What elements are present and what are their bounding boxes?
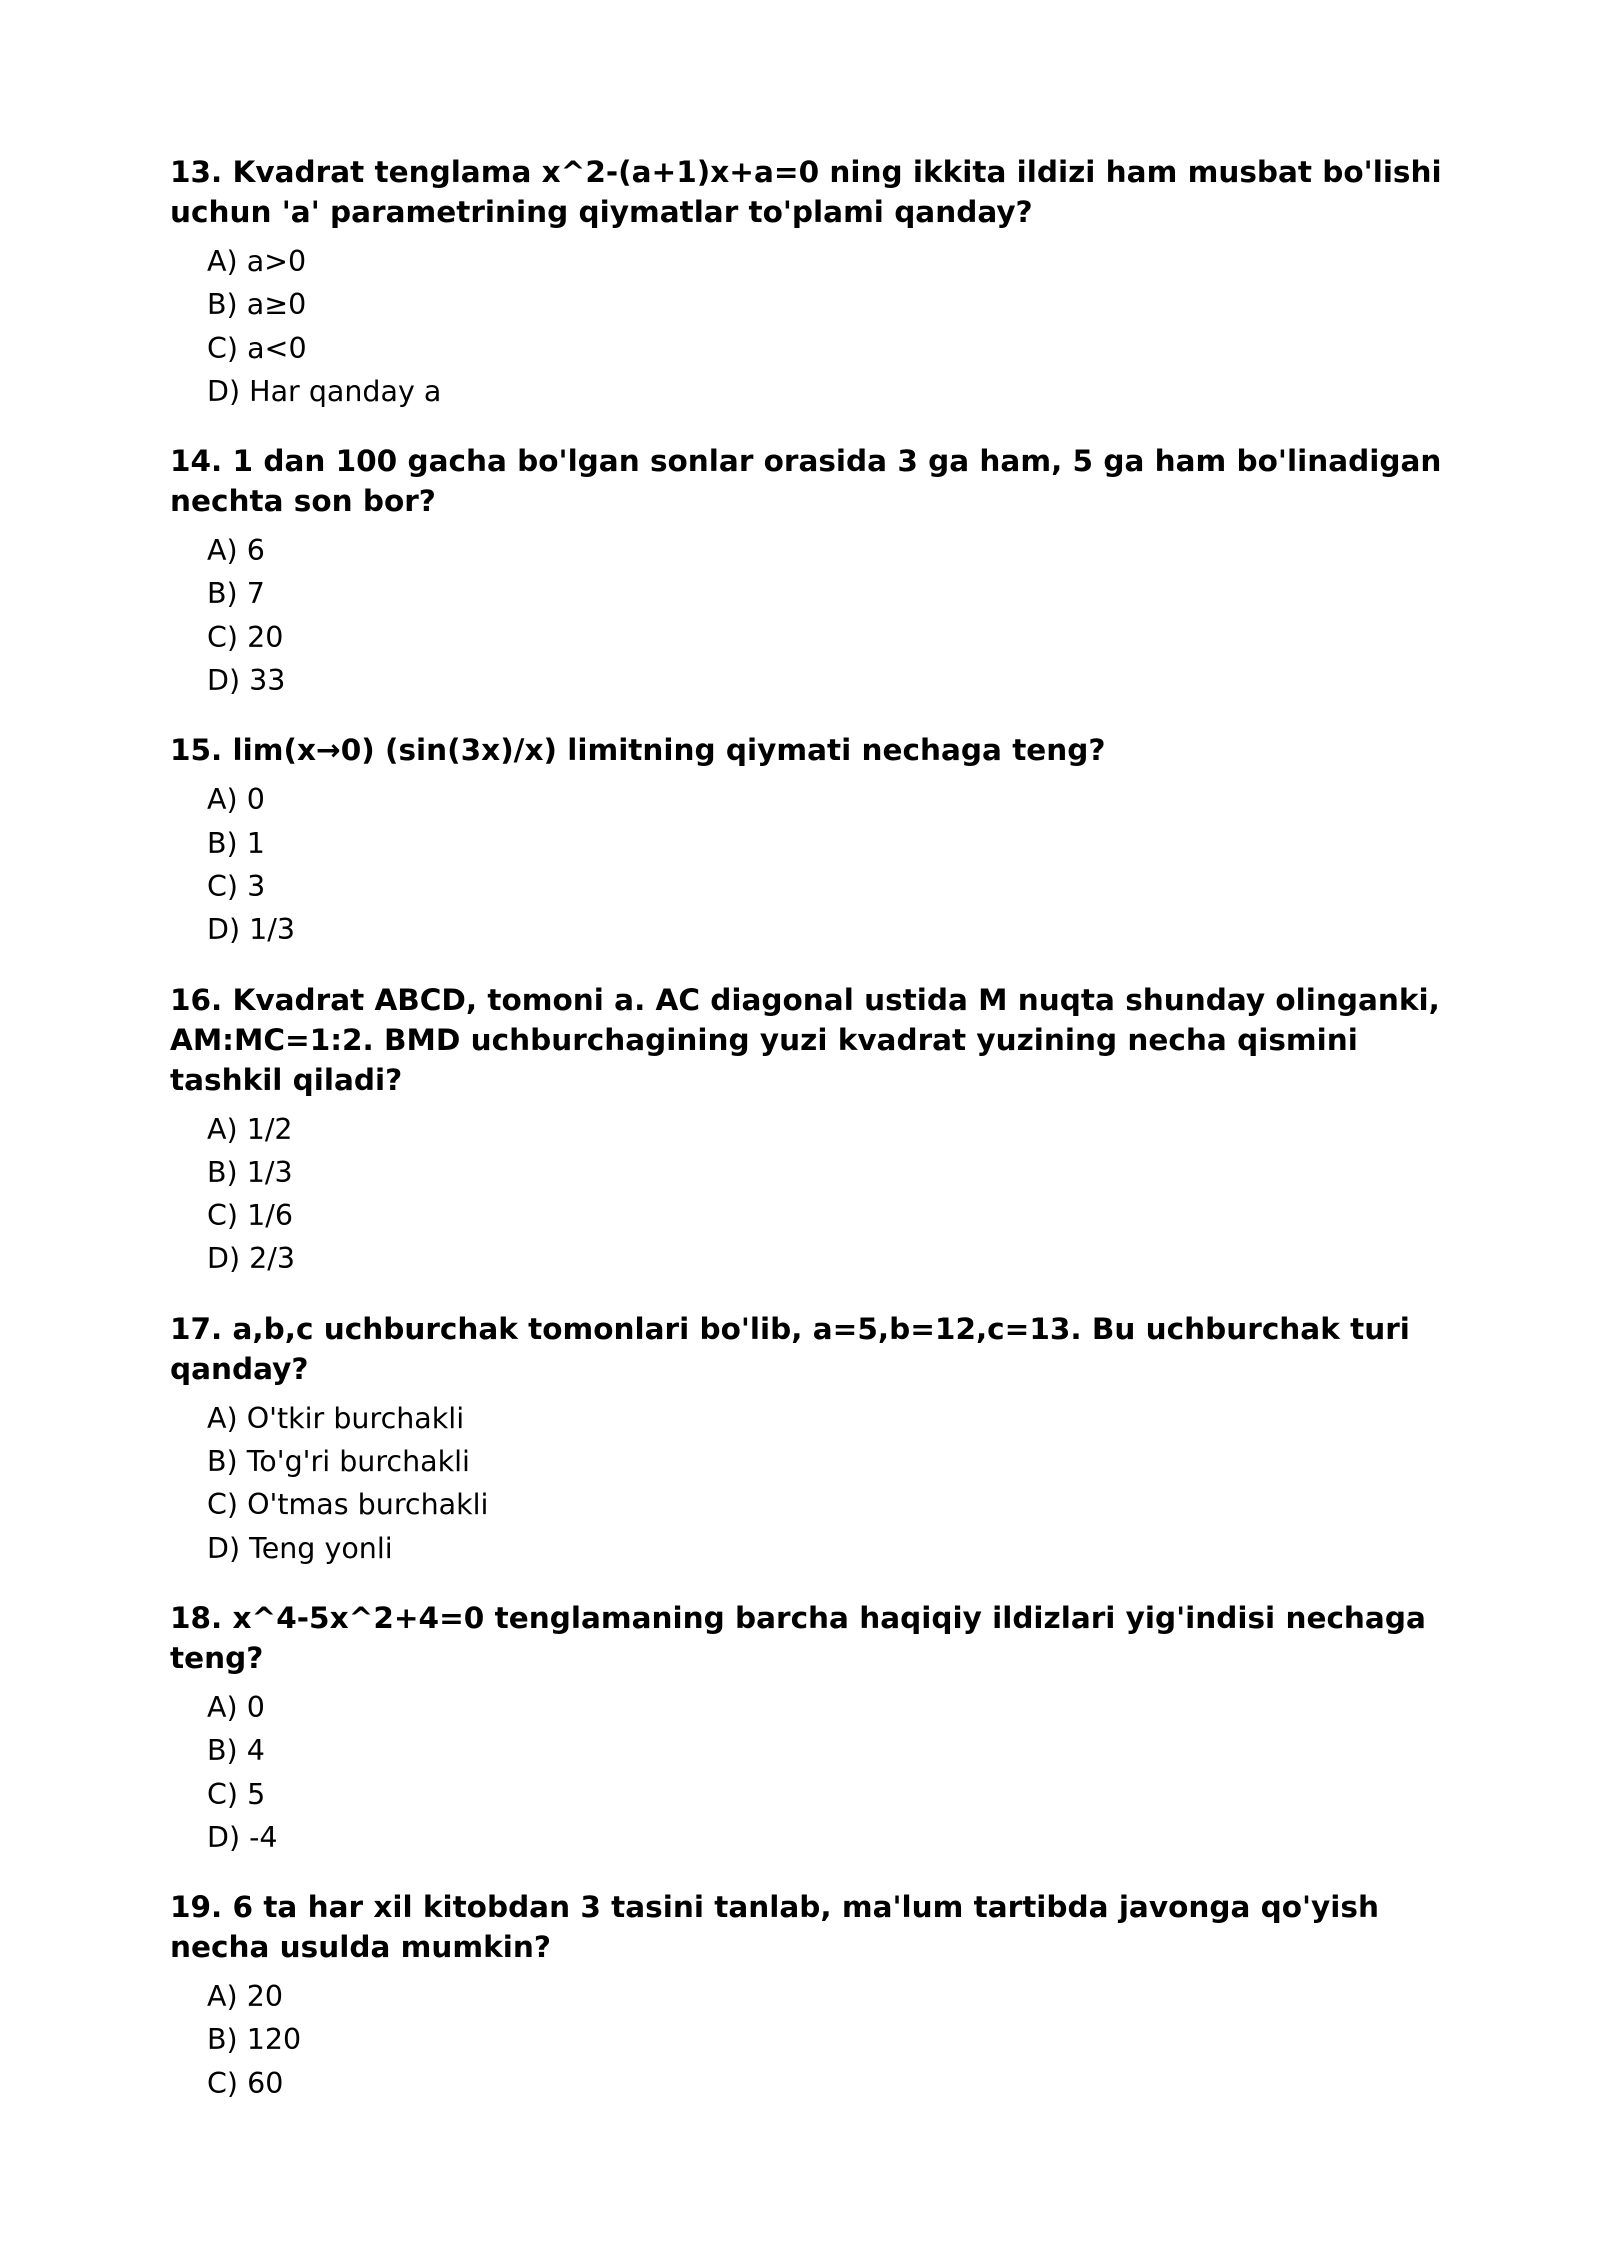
option-letter: A) — [207, 783, 238, 817]
option-letter: D) — [207, 664, 241, 698]
option-letter: D) — [207, 1531, 241, 1565]
question-title: 18. x^4-5x^2+4=0 tenglamaning barcha haqiqiy ildizlari yig'indisi nechaga teng? — [170, 1600, 1437, 1675]
option-letter: C) — [207, 1199, 239, 1233]
option-text: 1/2 — [246, 1112, 293, 1146]
option-letter: D) — [207, 1820, 241, 1854]
answer-option-c — [207, 1194, 1460, 1237]
option-letter: A) — [207, 1401, 238, 1435]
option-letter: B) — [207, 288, 238, 322]
answer-option-b — [207, 2018, 1460, 2061]
option-text: 1/6 — [247, 1199, 293, 1233]
option-text: 0 — [246, 1690, 265, 1724]
option-text: 60 — [247, 2066, 284, 2100]
option-letter: A) — [207, 1112, 238, 1146]
option-text: 20 — [247, 620, 284, 654]
question-title: 14. 1 dan 100 gacha bo'lgan sonlar orasida 3 ga ham, 5 ga ham bo'linadigan nechta son bor? — [170, 444, 1452, 519]
answer-option-d — [207, 659, 1460, 702]
answer-option-b — [207, 572, 1460, 615]
answer-option-a — [207, 240, 1460, 283]
question-15 — [170, 730, 1460, 951]
option-letter: A) — [207, 1980, 238, 2014]
option-text: 1/3 — [249, 913, 296, 947]
answer-option-a — [207, 529, 1460, 572]
answer-option-c — [207, 2062, 1460, 2105]
option-letter: C) — [207, 1777, 239, 1811]
answer-options — [170, 1975, 1460, 2105]
answer-options — [170, 1686, 1460, 1859]
option-text: 1 — [246, 826, 265, 860]
answer-option-b — [207, 283, 1460, 326]
option-letter: B) — [207, 826, 238, 860]
answer-option-b — [207, 1729, 1460, 1772]
answer-options — [170, 529, 1460, 702]
answer-option-a — [207, 1397, 1460, 1440]
option-letter: B) — [207, 1445, 238, 1479]
answer-option-a — [207, 778, 1460, 821]
answer-option-d — [207, 370, 1460, 413]
answer-option-c — [207, 327, 1460, 370]
question-title: 15. lim(x→0) (sin(3x)/x) limitning qiymati nechaga teng? — [170, 733, 1106, 768]
answer-option-a — [207, 1975, 1460, 2018]
answer-option-c — [207, 616, 1460, 659]
option-letter: A) — [207, 245, 238, 278]
option-text: 7 — [246, 577, 265, 611]
answer-option-c — [207, 1773, 1460, 1816]
option-text: O'tmas burchakli — [247, 1488, 489, 1522]
answer-option-b — [207, 822, 1460, 865]
option-text: O'tkir burchakli — [246, 1401, 465, 1435]
answer-option-a — [207, 1108, 1460, 1151]
option-text: a>0 — [246, 245, 307, 278]
option-text: 0 — [246, 783, 265, 817]
option-text: a<0 — [247, 331, 307, 365]
option-letter: A) — [207, 1690, 238, 1724]
question-17 — [170, 1309, 1460, 1570]
option-letter: C) — [207, 869, 239, 903]
answer-options — [170, 778, 1460, 951]
option-letter: C) — [207, 331, 239, 365]
answer-option-d — [207, 908, 1460, 951]
answer-option-d — [207, 1237, 1460, 1280]
question-19 — [170, 1887, 1460, 2105]
answer-option-b — [207, 1151, 1460, 1194]
option-text: 2/3 — [249, 1242, 296, 1276]
option-text: 33 — [249, 664, 286, 698]
option-text: To'g'ri burchakli — [246, 1445, 470, 1479]
question-title: 19. 6 ta har xil kitobdan 3 tasini tanlab, ma'lum tartibda javonga qo'yish necha usulda mumkin? — [170, 1890, 1390, 1965]
option-text: Teng yonli — [249, 1531, 393, 1565]
question-title: 16. Kvadrat ABCD, tomoni a. AC diagonal ustida M nuqta shunday olinganki, AM:MC=1:2. BMD uchburchagining yuzi kvadrat yuzining necha qismini tashkil qiladi? — [170, 982, 1451, 1097]
answer-options — [170, 240, 1460, 413]
option-letter: C) — [207, 620, 239, 654]
document-page — [170, 152, 1460, 2133]
option-letter: D) — [207, 374, 241, 408]
question-title: 17. a,b,c uchburchak tomonlari bo'lib, a=5,b=12,c=13. Bu uchburchak turi qanday? — [170, 1311, 1421, 1386]
option-letter: B) — [207, 577, 238, 611]
option-letter: C) — [207, 1488, 239, 1522]
option-text: a≥0 — [246, 288, 307, 322]
answer-option-b — [207, 1440, 1460, 1483]
answer-option-a — [207, 1686, 1460, 1729]
option-text: Har qanday a — [249, 374, 442, 408]
option-letter: B) — [207, 2023, 238, 2057]
question-18 — [170, 1598, 1460, 1859]
option-text: 20 — [246, 1980, 283, 2014]
answer-option-c — [207, 1483, 1460, 1526]
option-text: 5 — [247, 1777, 266, 1811]
question-13 — [170, 152, 1460, 413]
answer-options — [170, 1108, 1460, 1281]
option-text: 1/3 — [246, 1155, 293, 1189]
option-text: 4 — [246, 1734, 265, 1768]
option-text: 3 — [247, 869, 266, 903]
option-letter: B) — [207, 1155, 238, 1189]
answer-option-d — [207, 1527, 1460, 1570]
question-title: 13. Kvadrat tenglama x^2-(a+1)x+a=0 ning ikkita ildizi ham musbat bo'lishi uchun 'a' parametrining qiymatlar to'plami qanday? — [170, 155, 1452, 229]
option-letter: D) — [207, 913, 241, 947]
answer-option-d — [207, 1816, 1460, 1859]
question-14 — [170, 441, 1460, 702]
option-text: 6 — [246, 534, 265, 568]
option-text: 120 — [246, 2023, 302, 2057]
option-letter: A) — [207, 534, 238, 568]
answer-option-c — [207, 865, 1460, 908]
question-16 — [170, 980, 1460, 1281]
option-letter: B) — [207, 1734, 238, 1768]
option-letter: C) — [207, 2066, 239, 2100]
option-letter: D) — [207, 1242, 241, 1276]
answer-options — [170, 1397, 1460, 1570]
option-text: -4 — [249, 1820, 278, 1854]
